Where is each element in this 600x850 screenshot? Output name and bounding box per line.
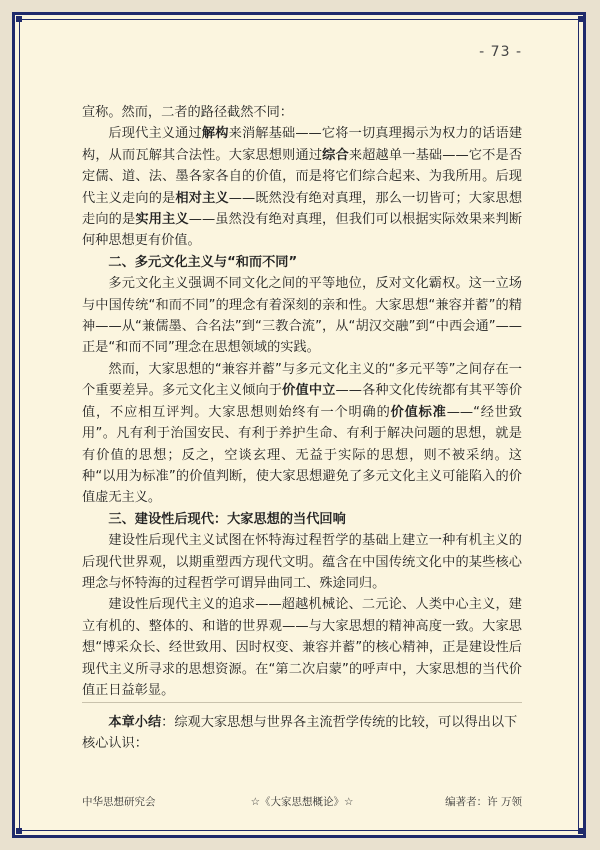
paragraph: 后现代主义通过解构来消解基础——它将一切真理揭示为权力的话语建构，从而瓦解其合法性。大家思想则通过综合来超越单一基础——它不是否定儒、道、法、墨各家各自的价值，而是将它们综合起来、为我所用。后现代主义走向的是相对主义——既然没有绝对真理，那么一切皆可；大家思想走向的是实用主义——虽然没有绝对真理，但我们可以根据实际效果来判断何种思想更有价值。 [82,126,523,249]
summary-text: ：综观大家思想与世界各主流哲学传统的比较，可以得出以下核心认识： [82,715,518,752]
footer-book-title: ☆《大家思想概论》☆ [250,796,354,808]
frame-corner-ornament [16,828,22,834]
footer-organization: 中华思想研究会 [82,796,156,808]
page-number: - 73 - [479,44,522,60]
emphasis-term: 解构 [201,126,229,142]
paragraph: 宣称。然而，二者的路径截然不同： [82,105,293,120]
paragraph: 建设性后现代主义试图在怀特海过程哲学的基础上建立一种有机主义的后现代世界观，以期重塑西方现代文明。蕴含在中国传统文化中的某些核心理念与怀特海的过程哲学可谓异曲同工、殊途同归。 [82,533,522,591]
emphasis-term: 价值标准 [390,404,447,420]
paragraph: 建设性后现代主义的追求——超越机械论、二元论、人类中心主义，建立有机的、整体的、和谐的世界观——与大家思想的精神高度一致。大家思想“博采众长、经世致用、因时权变、兼容并蓄”的核心精神，正是建设性后现代主义所寻求的思想资源。在“第二次启蒙”的呼声中，大家思想的当代价值正日益彰显。 [82,597,522,698]
section-heading: 三、建设性后现代：大家思想的当代回响 [108,511,346,527]
frame-corner-ornament [578,16,584,22]
page-body [82,102,522,701]
frame-corner-ornament [16,16,22,22]
emphasis-term: 相对主义 [175,190,229,206]
chapter-summary [82,712,522,755]
emphasis-term: 综合 [322,147,349,163]
emphasis-term: 实用主义 [135,212,189,228]
emphasis-term: 价值中立 [282,383,336,399]
footer-author: 编著者：许 万领 [445,796,522,808]
paragraph: 然而，大家思想的“兼容并蓄”与多元文化主义的“多元平等”之间存在一个重要差异。多元文化主义倾向于价值中立——各种文化传统都有其平等价值，不应相互评判。大家思想则始终有一个明确的价值标准——“经世致用”。凡有利于治国安民、有利于养护生命、有利于解决问题的思想，就是有价值的思想；反之，空谈玄理、无益于实际的思想，则不被采纳。这种“以用为标准”的价值判断，使大家思想避免了多元文化主义可能陷入的价值虚无主义。 [82,361,523,506]
section-divider [82,702,522,703]
section-heading: 二、多元文化主义与“和而不同” [108,254,298,270]
summary-label: 本章小结 [108,715,162,730]
paragraph: 多元文化主义强调不同文化之间的平等地位，反对文化霸权。这一立场与中国传统“和而不同”的理念有着深刻的亲和性。大家思想“兼容并蓄”的精神——从“兼儒墨、合名法”到“三教合流”，从“胡汉交融”到“中西会通”——正是“和而不同”理念在思想领域的实践。 [82,276,522,356]
frame-corner-ornament [578,828,584,834]
